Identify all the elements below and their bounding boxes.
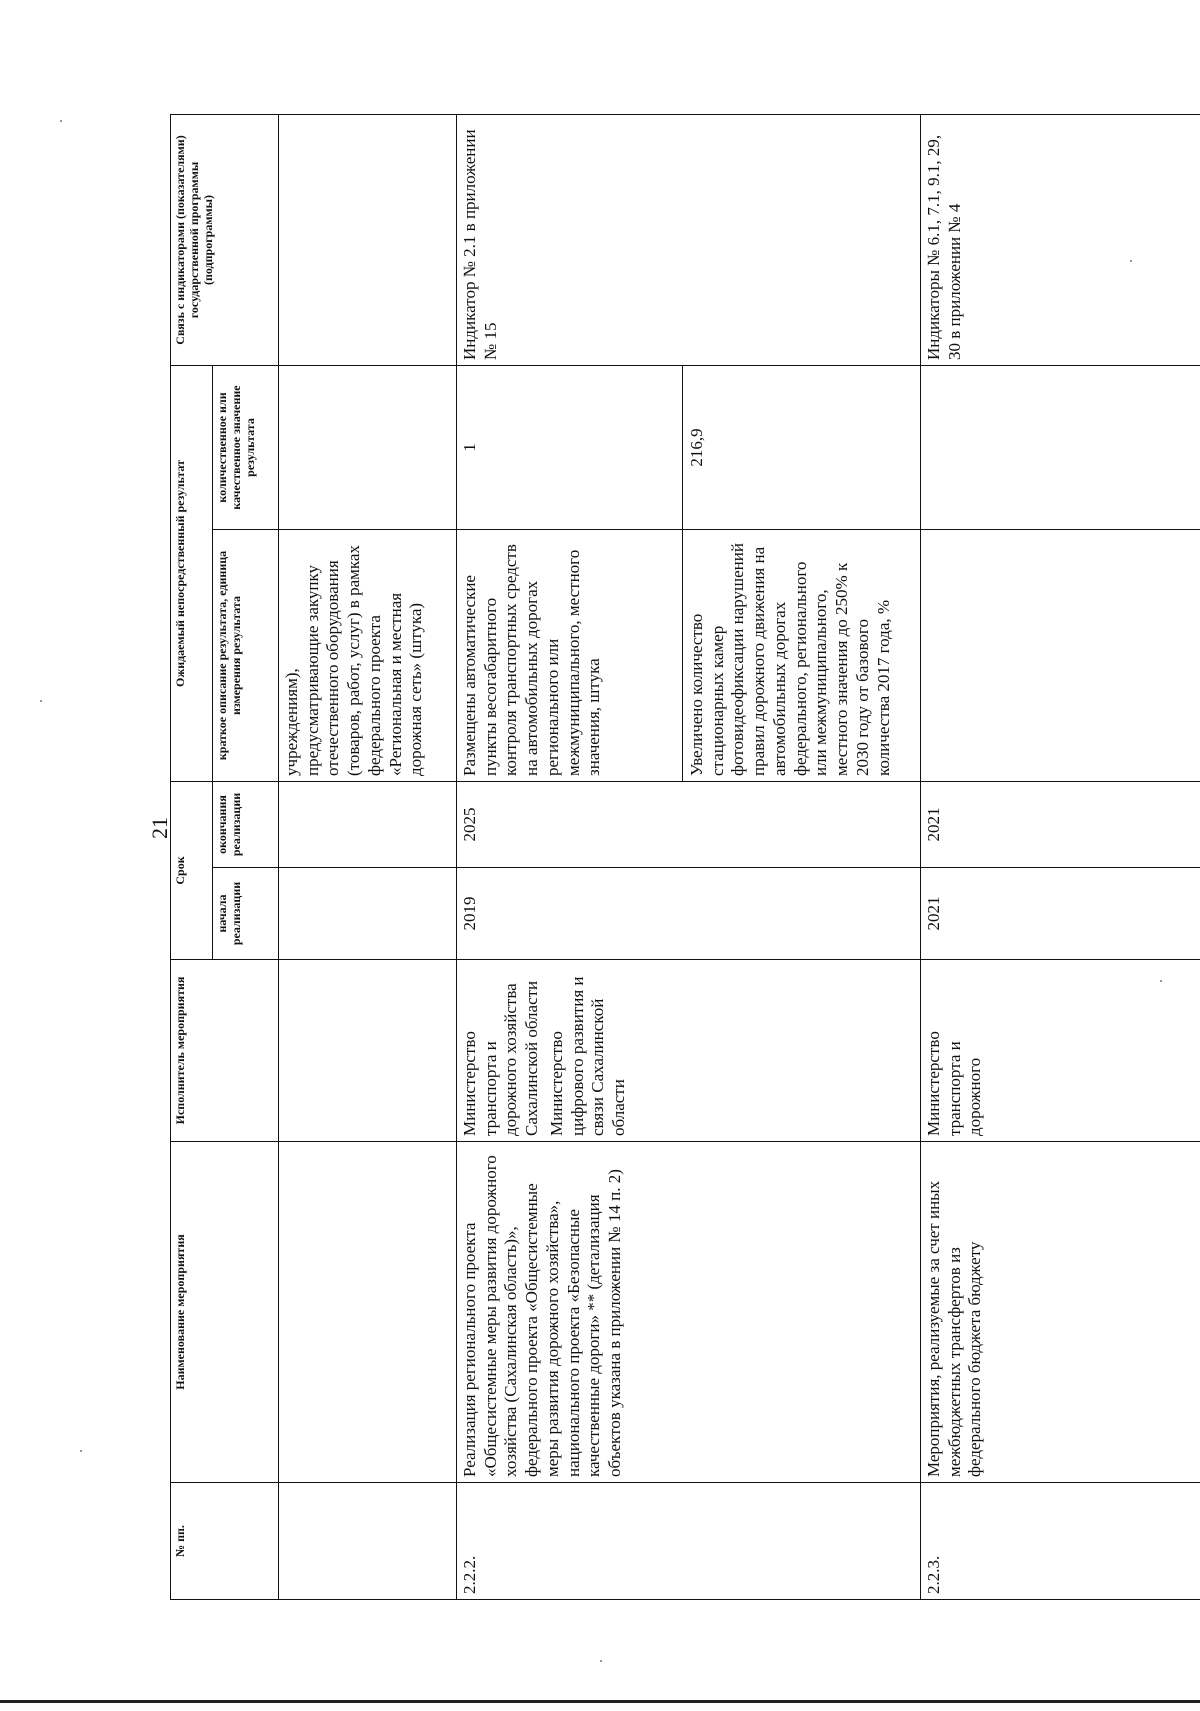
cell-num: 2.2.3.: [921, 1483, 1200, 1600]
cell-name: [279, 1142, 457, 1483]
cell-end: 2021: [921, 781, 1200, 867]
header-term: Срок: [171, 781, 213, 959]
page-number: 21: [147, 817, 172, 839]
result-desc-1: Размещены автоматические пункты весогабаритного контроля транспортных средств на автомобильных дорогах регионального или межмуниципального, местного значения, штука: [460, 544, 604, 776]
cell-result-value: [457, 365, 921, 529]
header-term-end: окончания реализации: [213, 781, 279, 867]
cell-result-desc: учреждениям), предусматривающие закупку отечественного оборудования (товаров, работ, услуг) в рамках федерального проекта «Региональная и местная дорожная сеть» (штука): [279, 529, 457, 781]
result-desc-2: Увеличено количество стационарных камер фотовидеофиксации нарушений правил дорожного движения на автомобильных дорогах федерального, регионального или межмуниципального, местного значения до 250% к 2030 году от базового количества 2017 года, %: [682, 530, 898, 781]
scan-speck: [600, 1660, 602, 1662]
table-row: [921, 114, 1200, 1599]
cell-result-value: [921, 365, 1200, 529]
cell-num: [279, 1483, 457, 1600]
cell-end: [279, 781, 457, 867]
cell-start: 2019: [457, 868, 921, 960]
table-row: [279, 114, 457, 1599]
header-term-start: начала реализации: [213, 868, 279, 960]
cell-end: 2025: [457, 781, 921, 867]
header-executor: Исполнитель мероприятия: [171, 960, 279, 1142]
header-result-desc: краткое описание результата, единица измерения результата: [213, 529, 279, 781]
header-result-value: количественное или качественное значение результата: [213, 365, 279, 529]
result-value-2: 216,9: [682, 366, 712, 529]
scan-speck: [40, 700, 42, 702]
cell-link: Индикаторы № 6.1, 7.1, 9.1, 29, 30 в приложении № 4: [921, 114, 1200, 365]
result-value-1: 1: [460, 443, 479, 452]
table-row: [457, 114, 921, 1599]
cell-executor: [279, 960, 457, 1142]
scan-speck: [1160, 980, 1162, 982]
cell-num: 2.2.2.: [457, 1483, 921, 1600]
header-link: Связь с индикаторами (показателями) государственной программы (подпрограммы): [171, 114, 279, 365]
cell-name: Мероприятия, реализуемые за счет иных межбюджетных трансфертов из федерального бюджета бюджету: [921, 1142, 1200, 1483]
cell-name: Реализация регионального проекта «Общесистемные меры развития дорожного хозяйства (Сахалинская область)», федерального проекта «Общесистемные меры развития дорожного хозяйства», национального проекта «Безопасные качественные дороги» ** (детализация объектов указана в приложении № 14 п. 2): [457, 1142, 921, 1483]
header-name: Наименование мероприятия: [171, 1142, 279, 1483]
executor-secondary: Министерство цифрового развития и связи Сахалинской области: [546, 976, 629, 1136]
cell-result-desc: [457, 529, 921, 781]
program-table-rotated: [170, 115, 1200, 1600]
cell-start: 2021: [921, 868, 1200, 960]
cell-start: [279, 868, 457, 960]
cell-link: [279, 114, 457, 365]
header-result: Ожидаемый непосредственный результат: [171, 365, 213, 781]
executor-primary: Министерство транспорта и дорожного хозяйства Сахалинской области: [460, 980, 542, 1136]
program-table: [170, 114, 1200, 1600]
cell-result-desc: [921, 529, 1200, 781]
cell-executor: [457, 960, 921, 1142]
cell-executor: Министерство транспорта и дорожного: [921, 960, 1200, 1142]
scan-speck: [1130, 260, 1132, 262]
cell-link: Индикатор № 2.1 в приложении № 15: [457, 114, 921, 365]
cell-result-value: [279, 365, 457, 529]
scan-speck: [60, 120, 62, 122]
header-num: № пп.: [171, 1483, 279, 1600]
scan-edge-line: [0, 1700, 1200, 1703]
scan-speck: [80, 1450, 82, 1452]
